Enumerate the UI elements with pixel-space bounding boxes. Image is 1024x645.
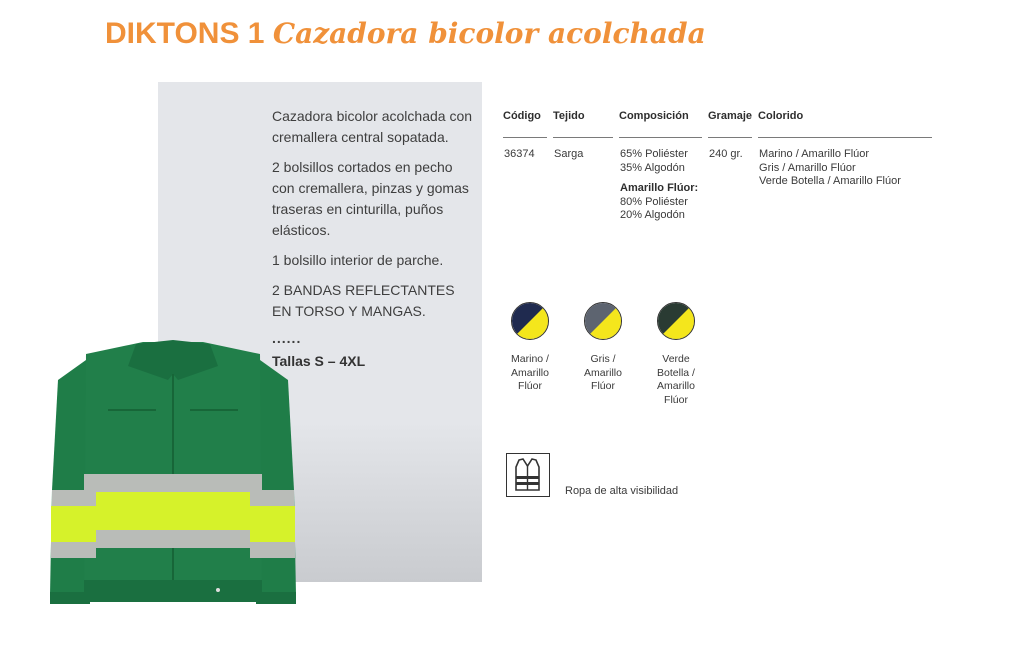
swatch-circle: [511, 302, 549, 340]
color-option: Marino / Amarillo Flúor: [759, 148, 870, 160]
colors-cell: [758, 146, 938, 224]
product-code: 36374: [504, 148, 535, 160]
description-paragraph: 1 bolsillo interior de parche.: [272, 252, 444, 268]
description-paragraph: 2 bolsillos cortados en pecho con cremallera, pinzas y gomas traseras en cinturilla, puños elásticos.: [272, 159, 469, 238]
swatch-circle: [657, 302, 695, 340]
page-title: [105, 14, 706, 54]
composition-line: 20% Algodón: [620, 209, 685, 221]
header-weight: Gramaje: [708, 110, 758, 146]
fabric-value: Sarga: [554, 148, 584, 160]
product-name: Cazadora bicolor acolchada: [272, 17, 706, 50]
weight-value: 240 gr.: [709, 148, 743, 160]
size-range: Tallas S – 4XL: [272, 353, 366, 369]
description-separator: ......: [272, 330, 302, 346]
specification-table: [503, 110, 938, 224]
header-colors: Colorido: [758, 110, 938, 146]
table-header-row: [503, 110, 938, 146]
swatch-circle: [584, 302, 622, 340]
header-code: Código: [503, 110, 553, 146]
model-name: DIKTONS 1: [105, 17, 265, 50]
composition-line: 80% Poliéster: [620, 195, 688, 208]
composition-alt-title: Amarillo Flúor:: [620, 182, 699, 194]
composition-line: 65% Poliéster: [620, 148, 688, 160]
high-visibility-label: Ropa de alta visibilidad: [565, 485, 679, 497]
jacket-product-image: [48, 340, 298, 612]
header-composition: Composición: [619, 110, 708, 146]
color-option: Gris / Amarillo Flúor: [759, 161, 856, 174]
table-row: [503, 146, 938, 224]
header-fabric: Tejido: [553, 110, 619, 146]
swatch-verde-botella: [646, 302, 706, 407]
composition-cell: [619, 146, 708, 224]
color-option: Verde Botella / Amarillo Flúor: [759, 175, 901, 187]
composition-line: 35% Algodón: [620, 161, 685, 174]
description-paragraph: Cazadora bicolor acolchada con cremallera central sopatada.: [272, 108, 473, 145]
color-swatches: [500, 302, 720, 412]
hi-vis-vest-icon: [506, 453, 550, 497]
description-paragraph: 2 BANDAS REFLECTANTES EN TORSO Y MANGAS.: [272, 282, 455, 319]
swatch-label: Marino / Amarillo Flúor: [511, 353, 549, 392]
swatch-label: Gris / Amarillo Flúor: [584, 353, 622, 392]
swatch-marino: [500, 302, 560, 394]
swatch-label: Verde Botella / Amarillo Flúor: [657, 353, 695, 406]
swatch-gris: [573, 302, 633, 394]
product-description: [272, 106, 472, 381]
